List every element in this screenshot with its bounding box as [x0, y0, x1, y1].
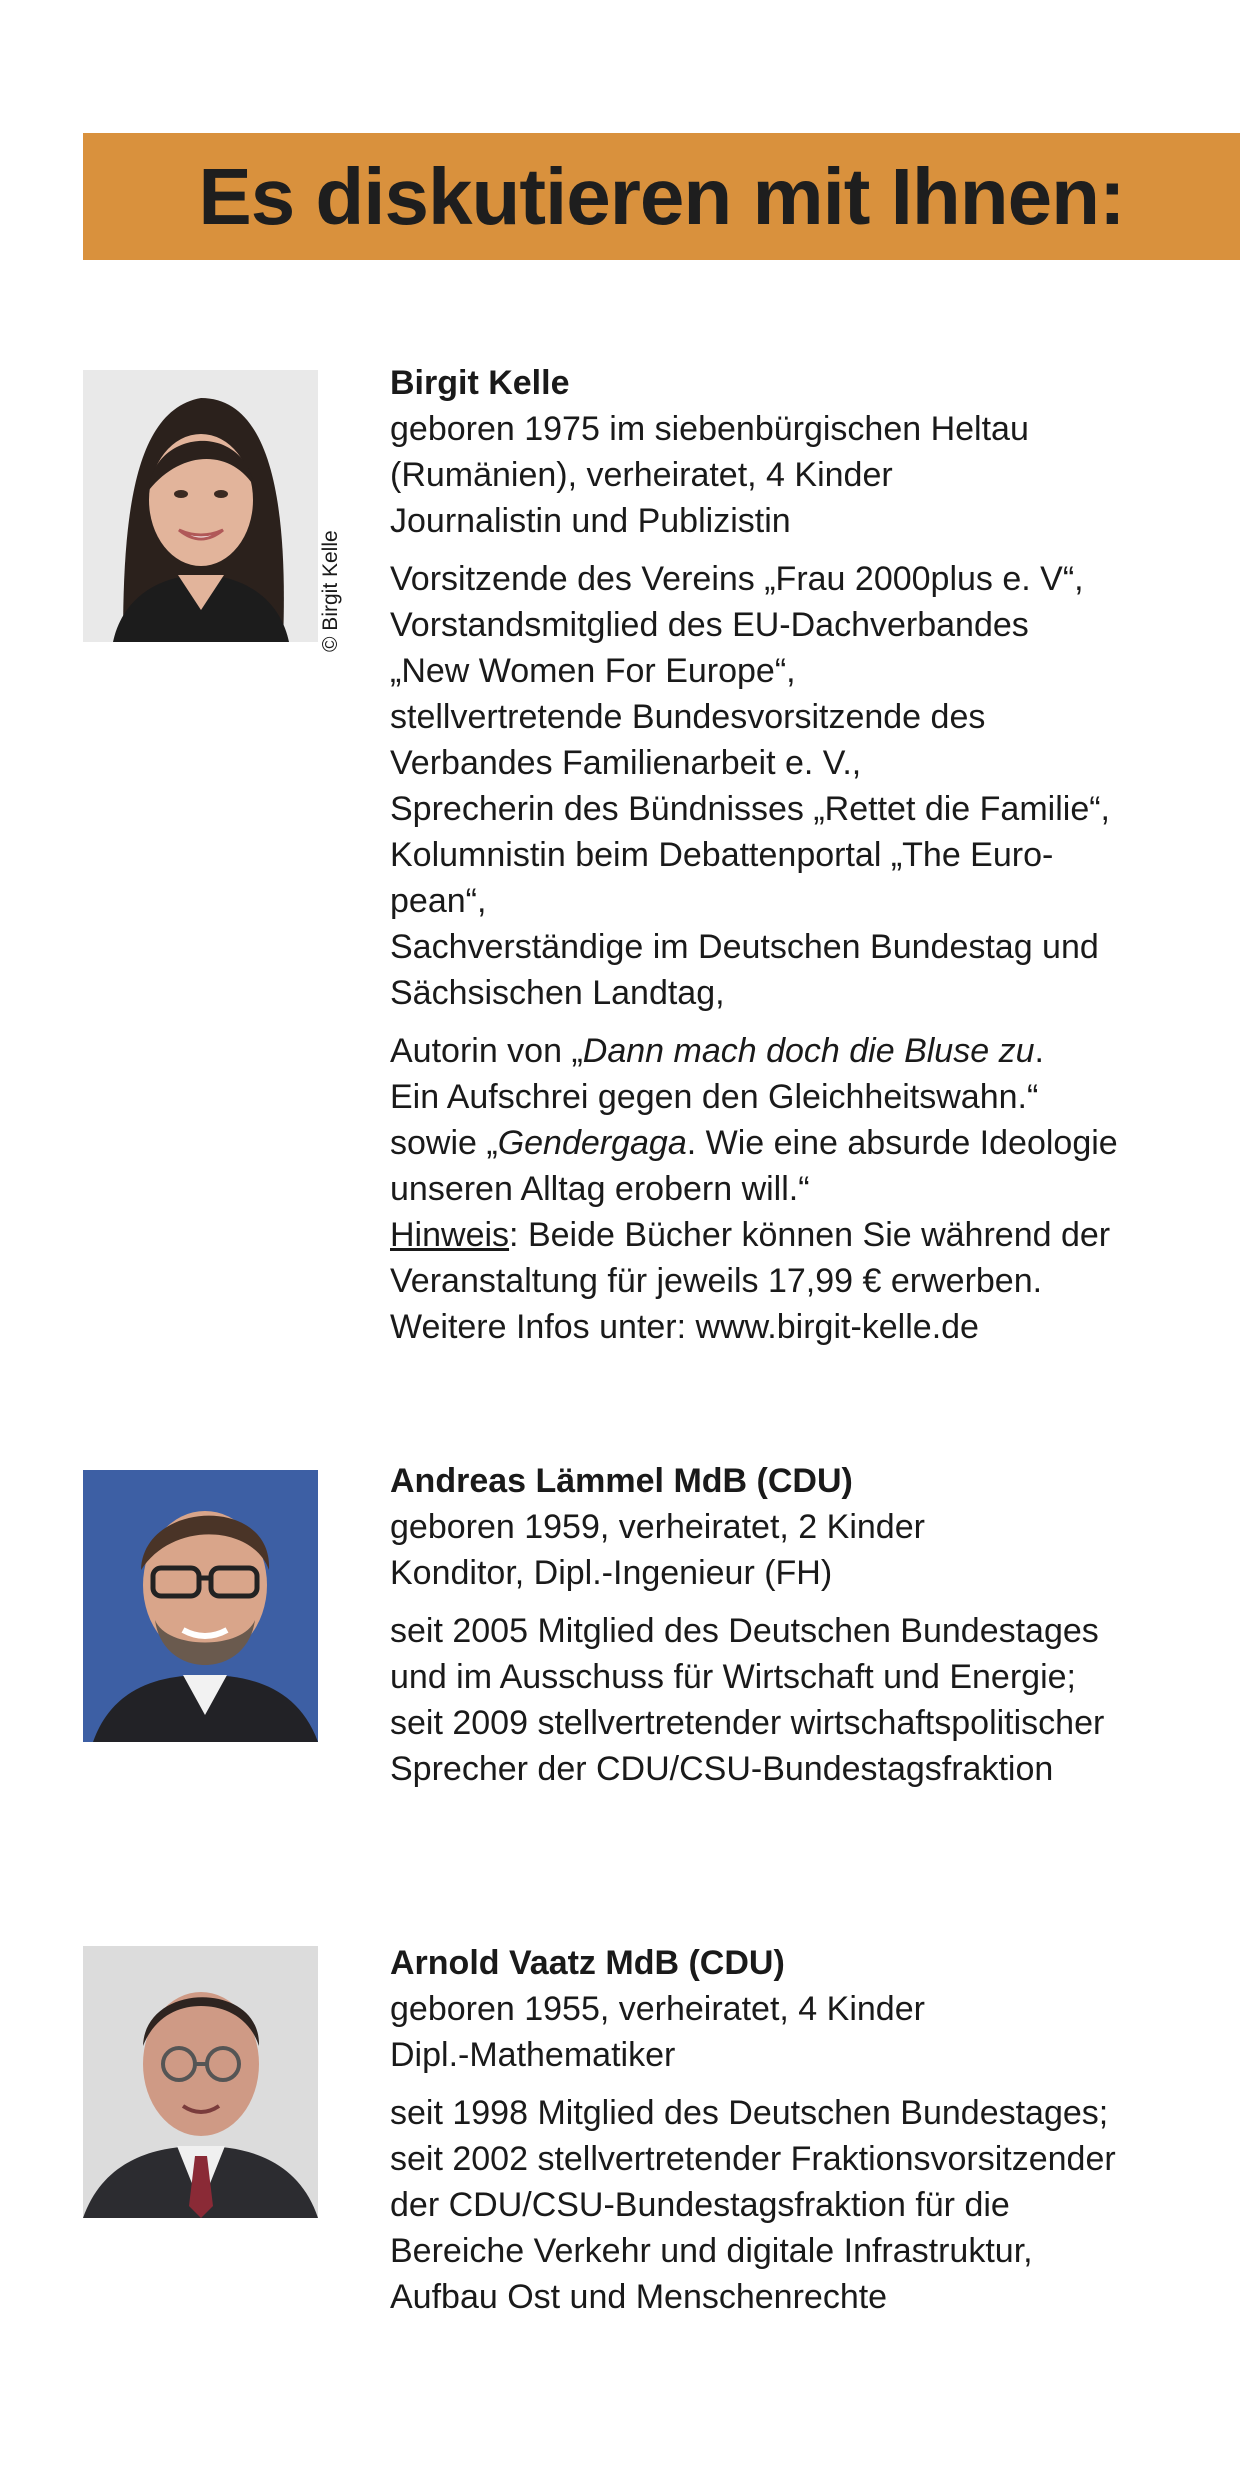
speaker-photo-birgit-kelle	[83, 370, 318, 642]
role-line: Sächsischen Landtag,	[390, 974, 725, 1012]
speaker-photo-arnold-vaatz	[83, 1946, 318, 2218]
role-line: der CDU/CSU-Bundestagsfraktion für die	[390, 2186, 1010, 2224]
bio-line: Dipl.-Mathematiker	[390, 2036, 676, 2074]
book-title: Gendergaga	[497, 1124, 687, 1162]
role-line: Bereiche Verkehr und digitale Infrastruktur,	[390, 2232, 1033, 2270]
role-line: Vorsitzende des Vereins „Frau 2000plus e. V“,	[390, 560, 1084, 598]
hint-line: Hinweis: Beide Bücher können Sie während der	[390, 1216, 1111, 1254]
header-banner	[83, 133, 1240, 260]
book-title: Dann mach doch die Bluse zu	[582, 1032, 1035, 1070]
role-line: Sprecherin des Bündnisses „Rettet die Familie“,	[390, 790, 1110, 828]
bio-line: geboren 1959, verheiratet, 2 Kinder	[390, 1508, 925, 1546]
bio-line: geboren 1955, verheiratet, 4 Kinder	[390, 1990, 925, 2028]
speaker-photo-andreas-laemmel	[83, 1470, 318, 1742]
speaker-bio-arnold-vaatz	[390, 1940, 1220, 2320]
role-line: pean“,	[390, 882, 487, 920]
role-line: „New Women For Europe“,	[390, 652, 796, 690]
speaker-bio-andreas-laemmel	[390, 1458, 1220, 1792]
photo-credit: © Birgit Kelle	[319, 530, 342, 652]
role-line: seit 2005 Mitglied des Deutschen Bundestages	[390, 1612, 1099, 1650]
role-line: Sprecher der CDU/CSU-Bundestagsfraktion	[390, 1750, 1054, 1788]
book-line: Autorin von „Dann mach doch die Bluse zu.	[390, 1032, 1044, 1070]
role-line: stellvertretende Bundesvorsitzende des	[390, 698, 986, 736]
bio-line: Konditor, Dipl.-Ingenieur (FH)	[390, 1554, 833, 1592]
role-line: seit 2002 stellvertretender Fraktionsvorsitzender	[390, 2140, 1116, 2178]
role-line: Sachverständige im Deutschen Bundestag und	[390, 928, 1099, 966]
bio-line: (Rumänien), verheiratet, 4 Kinder	[390, 456, 893, 494]
book-line: Veranstaltung für jeweils 17,99 € erwerben.	[390, 1262, 1043, 1300]
role-line: seit 1998 Mitglied des Deutschen Bundestages;	[390, 2094, 1109, 2132]
website-line: Weitere Infos unter: www.birgit-kelle.de	[390, 1308, 979, 1346]
role-line: seit 2009 stellvertretender wirtschaftspolitischer	[390, 1704, 1105, 1742]
speaker-bio-birgit-kelle	[390, 360, 1220, 1350]
role-line: und im Ausschuss für Wirtschaft und Energie;	[390, 1658, 1076, 1696]
book-line: unseren Alltag erobern will.“	[390, 1170, 810, 1208]
bio-line: geboren 1975 im siebenbürgischen Heltau	[390, 410, 1029, 448]
role-line: Kolumnistin beim Debattenportal „The Euro-	[390, 836, 1054, 874]
speaker-name: Andreas Lämmel MdB (CDU)	[390, 1462, 853, 1500]
bio-line: Journalistin und Publizistin	[390, 502, 791, 540]
book-line: Ein Aufschrei gegen den Gleichheitswahn.“	[390, 1078, 1039, 1116]
role-line: Verbandes Familienarbeit e. V.,	[390, 744, 862, 782]
role-line: Aufbau Ost und Menschenrechte	[390, 2278, 888, 2316]
page-title: Es diskutieren mit Ihnen:	[198, 151, 1125, 241]
role-line: Vorstandsmitglied des EU-Dachverbandes	[390, 606, 1029, 644]
book-line: sowie „Gendergaga. Wie eine absurde Ideologie	[390, 1124, 1118, 1162]
speaker-name: Birgit Kelle	[390, 364, 570, 402]
speaker-name: Arnold Vaatz MdB (CDU)	[390, 1944, 785, 1982]
hint-label: Hinweis	[390, 1216, 510, 1254]
